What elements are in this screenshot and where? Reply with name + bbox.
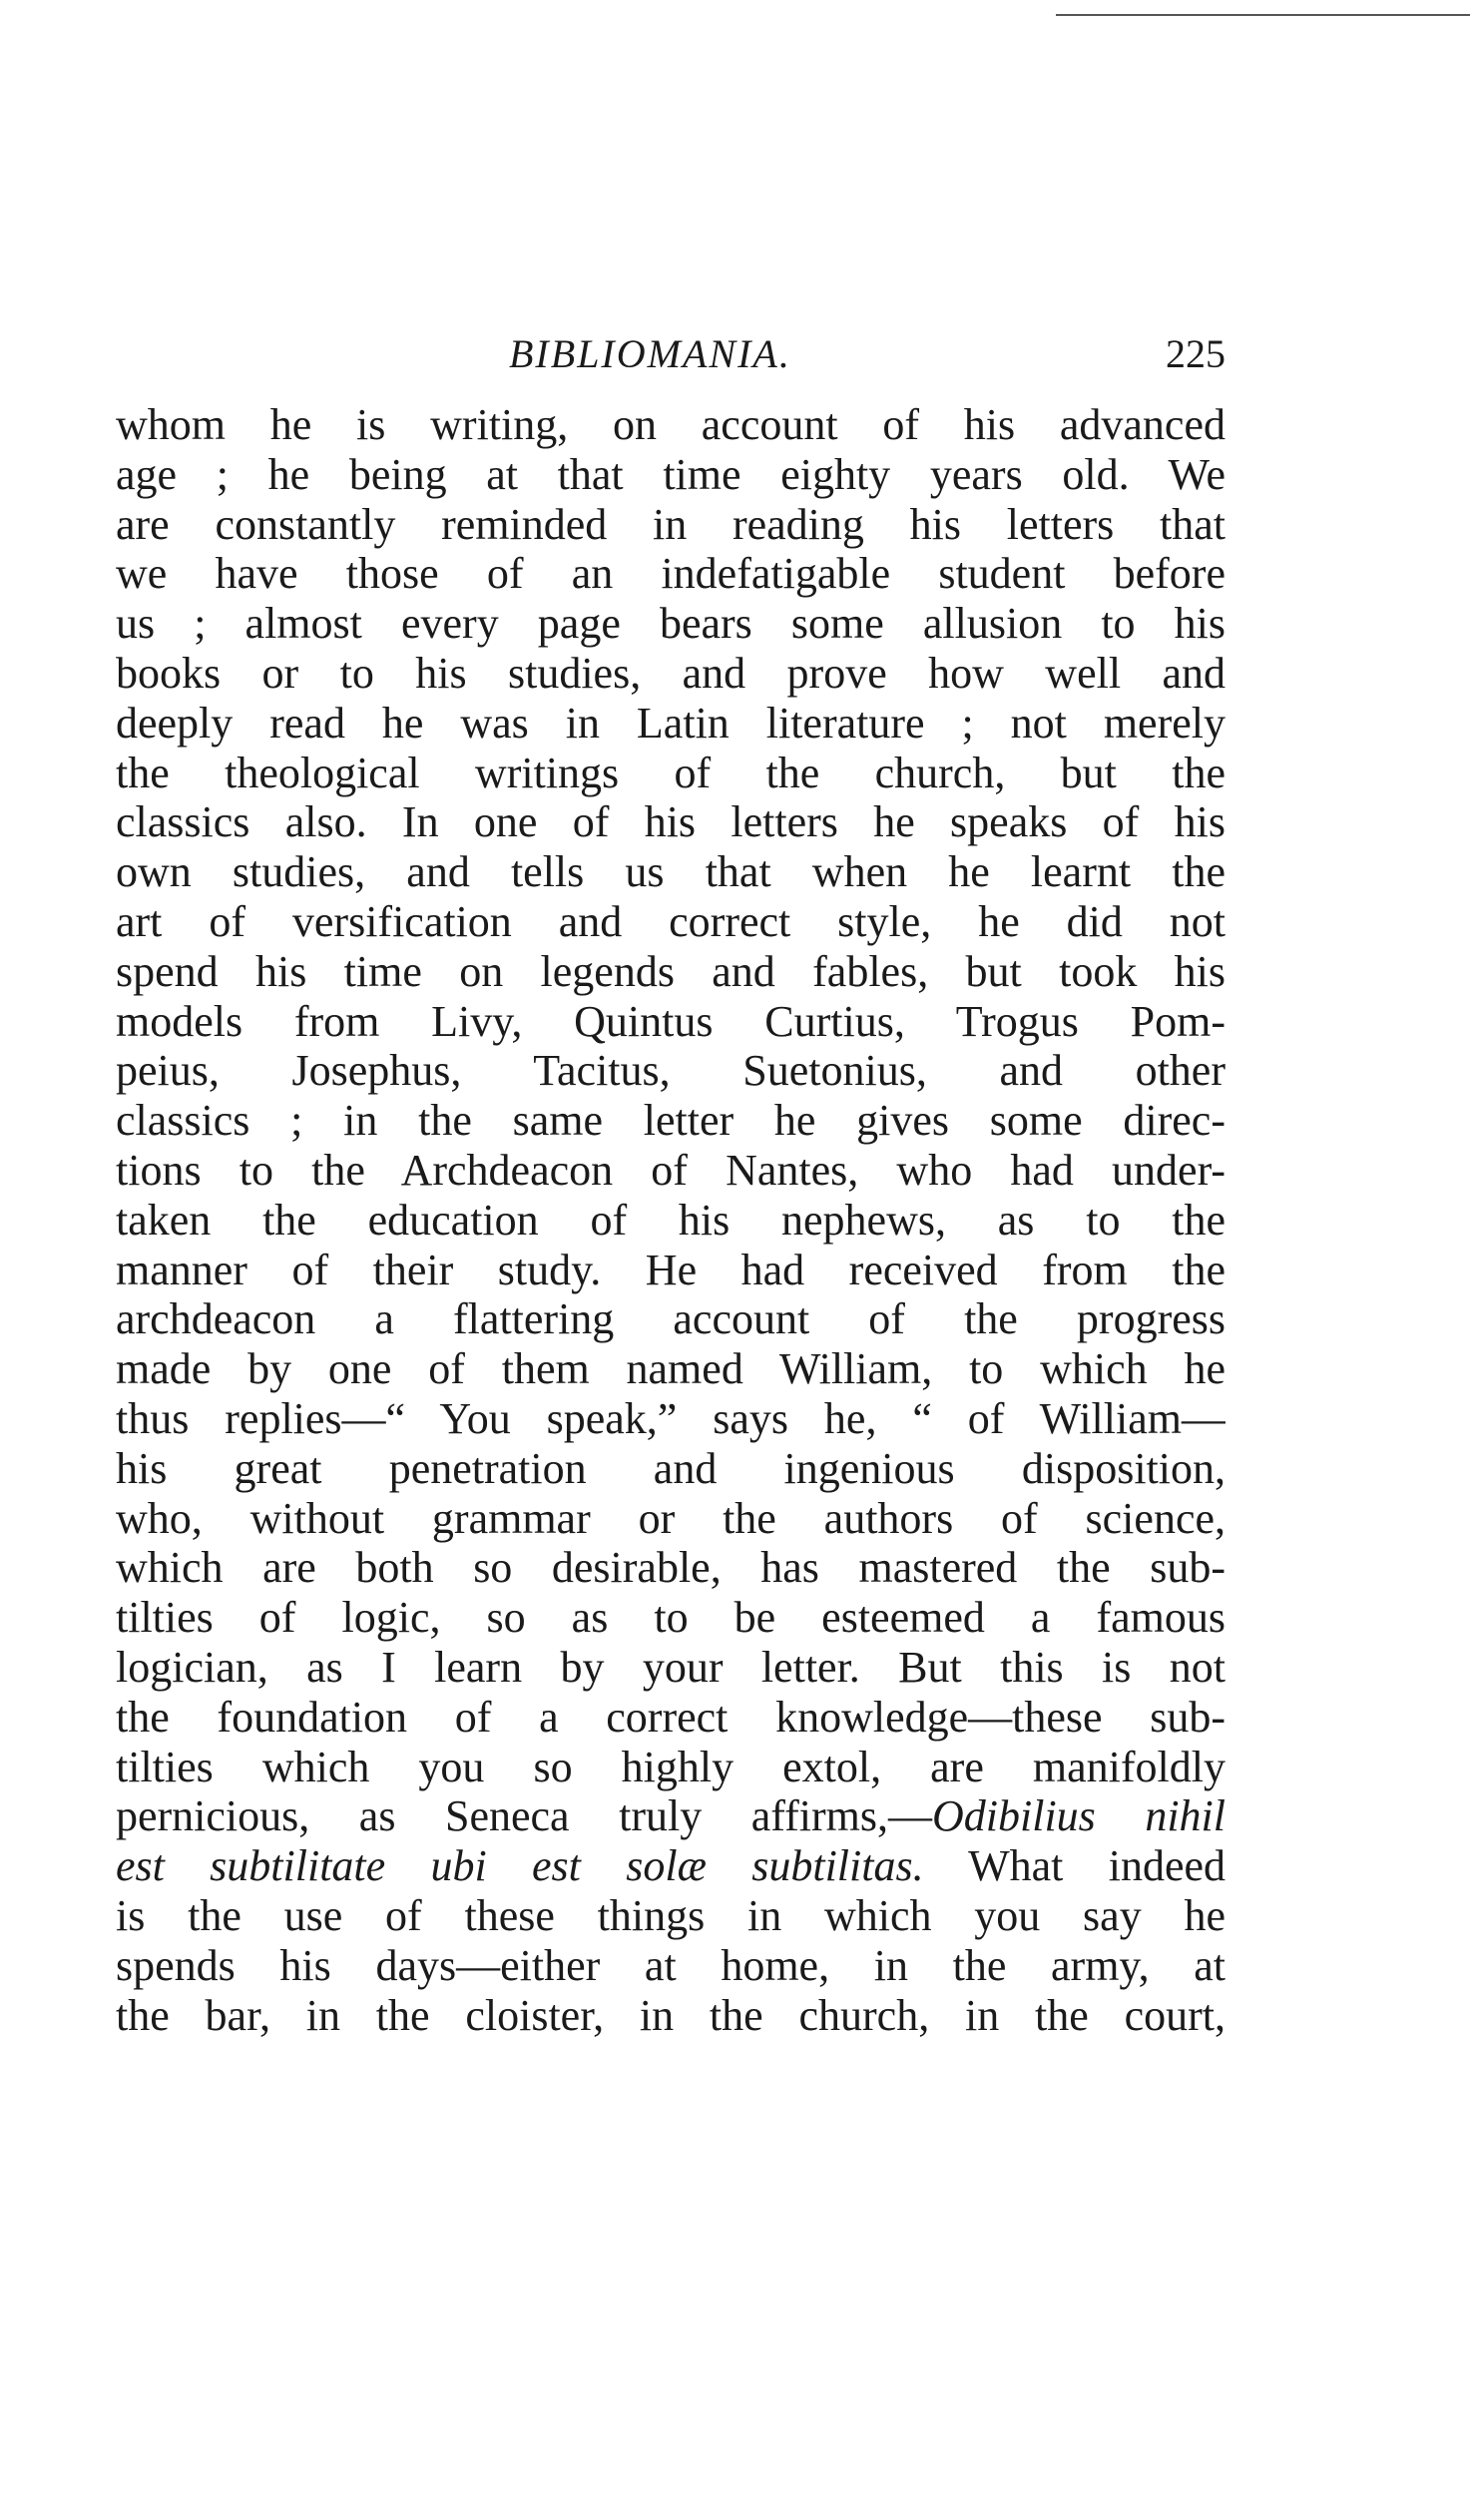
text-line: archdeacon a flattering account of the progress (116, 1294, 1225, 1344)
text-line: tions to the Archdeacon of Nantes, who had under- (116, 1145, 1225, 1195)
text-line: classics also. In one of his letters he speaks of his (116, 797, 1225, 847)
text-line: age ; he being at that time eighty years old. We (116, 449, 1225, 499)
text-line: which are both so desirable, has mastered the sub- (116, 1543, 1225, 1593)
text-line: peius, Josephus, Tacitus, Suetonius, and other (116, 1046, 1225, 1096)
text-line-with-latin (116, 1841, 1225, 1891)
text-line: spends his days—either at home, in the army, at (116, 1940, 1225, 1990)
text-line: we have those of an indefatigable student before (116, 549, 1225, 599)
text-line: logician, as I learn by your letter. But this is not (116, 1642, 1225, 1692)
text-line: are constantly reminded in reading his letters that (116, 499, 1225, 549)
roman-text: pernicious, as Seneca truly affirms,— (116, 1791, 932, 1841)
text-line: thus replies—“ You speak,” says he, “ of William— (116, 1393, 1225, 1443)
text-line: us ; almost every page bears some allusion to his (116, 599, 1225, 649)
page-header (118, 324, 1225, 384)
latin-quote: Odibilius nihil (932, 1791, 1225, 1841)
text-line-with-latin (116, 1791, 1225, 1841)
text-line: whom he is writing, on account of his advanced (116, 400, 1225, 449)
text-line: deeply read he was in Latin literature ; not merely (116, 698, 1225, 748)
text-line: own studies, and tells us that when he learnt the (116, 847, 1225, 897)
text-line: tilties of logic, so as to be esteemed a famous (116, 1593, 1225, 1643)
text-line: books or to his studies, and prove how well and (116, 648, 1225, 698)
page-number: 225 (1166, 331, 1225, 376)
text-line: art of versification and correct style, he did not (116, 896, 1225, 946)
text-line: spend his time on legends and fables, but took his (116, 946, 1225, 996)
text-line: manner of their study. He had received from the (116, 1245, 1225, 1294)
running-title: BIBLIOMANIA. (509, 331, 791, 376)
body-text (116, 400, 1225, 2040)
text-line: the bar, in the cloister, in the church, in the court, (116, 1990, 1225, 2040)
text-line: is the use of these things in which you say he (116, 1890, 1225, 1940)
latin-quote: est subtilitate ubi est solæ subtilitas. (116, 1841, 924, 1891)
roman-text: What indeed (923, 1841, 1225, 1891)
text-line: the foundation of a correct knowledge—these sub- (116, 1692, 1225, 1742)
text-line: classics ; in the same letter he gives some direc- (116, 1096, 1225, 1146)
text-line: made by one of them named William, to which he (116, 1344, 1225, 1394)
top-edge-rule (1056, 14, 1470, 16)
text-line: tilties which you so highly extol, are manifoldly (116, 1742, 1225, 1791)
text-line: his great penetration and ingenious disposition, (116, 1443, 1225, 1493)
text-line: taken the education of his nephews, as to the (116, 1195, 1225, 1245)
text-line: who, without grammar or the authors of science, (116, 1493, 1225, 1543)
text-line: the theological writings of the church, but the (116, 748, 1225, 797)
text-line: models from Livy, Quintus Curtius, Trogus Pom- (116, 996, 1225, 1046)
